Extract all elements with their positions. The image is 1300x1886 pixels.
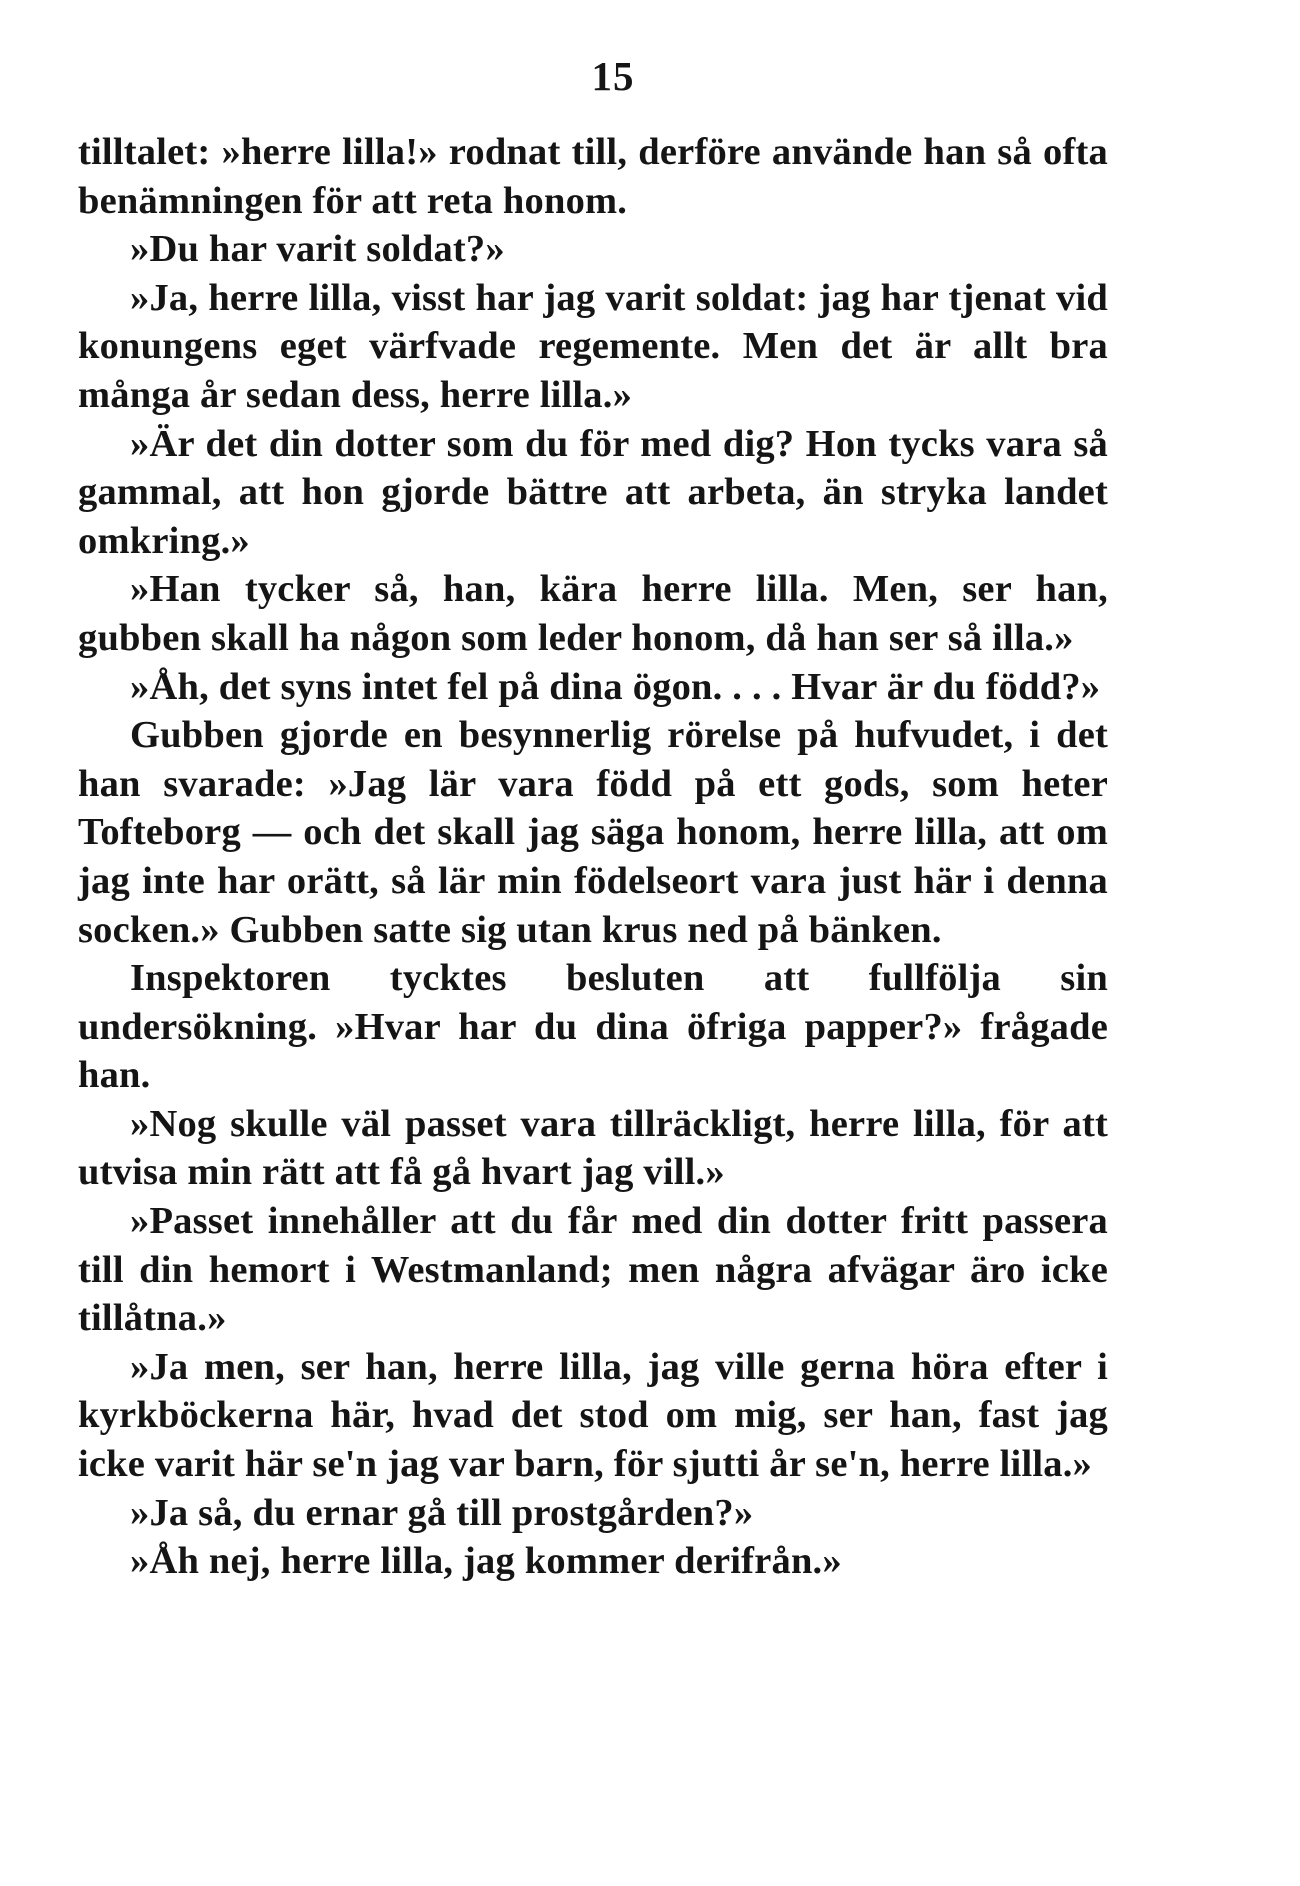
paragraph-10: »Passet innehåller att du får med din dotter fritt passera till din hemort i Westmanland; men några afvägar äro icke tillåtna.»: [78, 1200, 1108, 1340]
paragraph-12: »Ja så, du ernar gå till prostgården?»: [130, 1491, 754, 1534]
page-body-text: [78, 128, 1108, 1586]
paragraph-9: »Nog skulle väl passet vara tillräckligt, herre lilla, för att utvisa min rätt att få gå hvart jag vill.»: [78, 1102, 1108, 1194]
paragraph-11: »Ja men, ser han, herre lilla, jag ville gerna höra efter i kyrkböckerna här, hvad det stod om mig, ser han, fast jag icke varit här se'n jag var barn, för sjutti år se'n, herre lilla.»: [78, 1345, 1108, 1486]
paragraph-1: tilltalet: »herre lilla!» rodnat till, derföre använde han så ofta benämningen för att reta honom.: [78, 131, 1108, 222]
paragraph-2: »Du har varit soldat?»: [130, 228, 505, 271]
paragraph-5: »Han tycker så, han, kära herre lilla. Men, ser han, gubben skall ha någon som leder honom, då han ser så illa.»: [78, 568, 1108, 659]
paragraph-3: »Ja, herre lilla, visst har jag varit soldat: jag har tjenat vid konungens eget värfvade regemente. Men det är allt bra många år sedan dess, herre lilla.»: [78, 276, 1108, 416]
paragraph-6: »Åh, det syns intet fel på dina ögon. . . . Hvar är du född?»: [130, 665, 1101, 708]
paragraph-13: »Åh nej, herre lilla, jag kommer derifrån.»: [130, 1540, 842, 1583]
paragraph-8: Inspektoren tycktes besluten att fullfölja sin undersökning. »Hvar har du dina öfriga papper?» frågade han.: [78, 957, 1108, 1097]
page-number: 15: [591, 53, 635, 99]
paragraph-7: Gubben gjorde en besynnerlig rörelse på hufvudet, i det han svarade: »Jag lär vara född på ett gods, som heter Tofteborg — och det skall jag säga honom, herre lilla, att om jag inte har orätt, så lär min födelseort vara just här i denna socken.» Gubben satte sig utan krus ned på bänken.: [78, 714, 1108, 951]
paragraph-4: »Är det din dotter som du för med dig? Hon tycks vara så gammal, att hon gjorde bättre att arbeta, än stryka landet omkring.»: [78, 422, 1108, 562]
